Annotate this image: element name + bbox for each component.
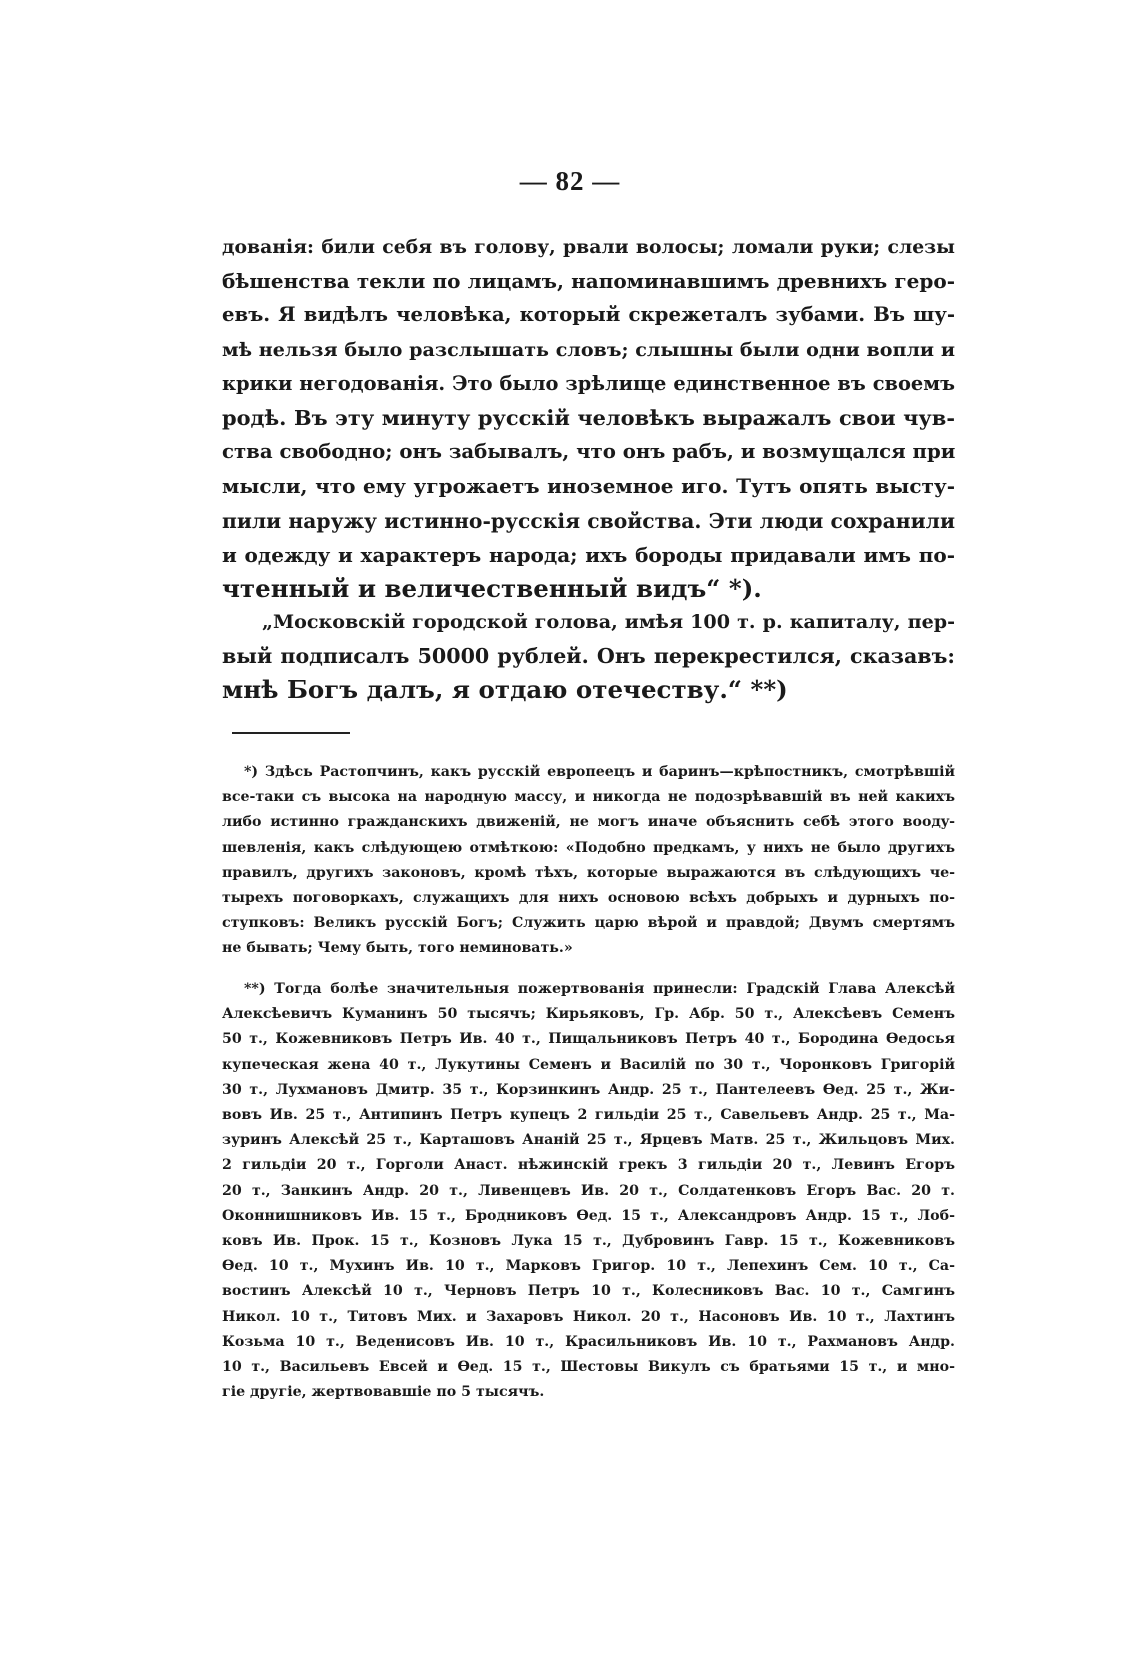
footnote-2: [222, 977, 955, 1405]
text-line: ства свободно; онъ забывалъ, что онъ рабъ, и возмущался при: [222, 440, 956, 464]
text-line: родѣ. Въ эту минуту русскій человѣкъ выражалъ свои чув-: [222, 405, 955, 431]
text-line: мысли, что ему угрожаетъ иноземное иго. Тутъ опять высту-: [222, 474, 955, 499]
footnote-line: тырехъ поговоркахъ, служащихъ для нихъ основою всѣхъ добрыхъ и дурныхъ по-: [222, 890, 955, 907]
text-line: чтенный и величественный видъ“ *).: [222, 574, 762, 604]
text-line: „Московскій городской голова, имѣя 100 т. р. капиталу, пер-: [262, 610, 955, 633]
footnote-line: 20 т., Занкинъ Андр. 20 т., Ливенцевъ Ив. 20 т., Солдатенковъ Егоръ Вас. 20 т.: [222, 1182, 955, 1199]
footnote-line: 10 т., Васильевъ Евсей и Ѳед. 15 т., Шестовы Викулъ съ братьями 15 т., и мно-: [222, 1359, 955, 1376]
footnote-divider: [232, 732, 350, 734]
footnote-line: ковъ Ив. Прок. 15 т., Козновъ Лука 15 т., Дубровинъ Гавр. 15 т., Кожевниковъ: [222, 1233, 955, 1250]
footnote-line: 30 т., Лухмановъ Дмитр. 35 т., Корзинкинъ Андр. 25 т., Пантелеевъ Ѳед. 25 т., Жи-: [222, 1081, 955, 1098]
footnote-line: Ѳед. 10 т., Мухинъ Ив. 10 т., Марковъ Григор. 10 т., Лепехинъ Сем. 10 т., Са-: [222, 1258, 955, 1275]
footnote-line: ступковъ: Великъ русскій Богъ; Служить царю вѣрой и правдой; Двумъ смертямъ: [222, 915, 955, 932]
footnote-line: шевленія, какъ слѣдующею отмѣткою: «Подобно предкамъ, у нихъ не было другихъ: [222, 839, 955, 856]
text-line: пили наружу истинно-русскія свойства. Эти люди сохранили: [222, 508, 955, 533]
text-line: евъ. Я видѣлъ человѣка, который скрежеталъ зубами. Въ шу-: [222, 303, 955, 327]
footnote-line: 50 т., Кожевниковъ Петръ Ив. 40 т., Пищальниковъ Петръ 40 т., Бородина Ѳедосья: [222, 1031, 955, 1048]
footnote-line: Алексѣевичъ Куманинъ 50 тысячъ; Кирьяковъ, Гр. Абр. 50 т., Алексѣевъ Семенъ: [222, 1006, 955, 1023]
text-line: мнѣ Богъ далъ, я отдаю отечеству.“ **): [222, 675, 788, 705]
footnote-line: Оконнишниковъ Ив. 15 т., Бродниковъ Ѳед. 15 т., Александровъ Андр. 15 т., Лоб-: [222, 1207, 955, 1224]
footnote-line: *) Здѣсь Растопчинъ, какъ русскій европеецъ и баринъ—крѣпостникъ, смотрѣвшій: [244, 764, 955, 780]
text-line: вый подписалъ 50000 рублей. Онъ перекрестился, сказавъ:: [222, 644, 955, 669]
footnote-line: либо истинно гражданскихъ движеній, не могъ иначе объяснить себѣ этого воодy-: [222, 814, 955, 831]
footnote-line: востинъ Алексѣй 10 т., Черновъ Петръ 10 т., Колесниковъ Вас. 10 т., Самгинъ: [222, 1283, 955, 1300]
footnote-line: вовъ Ив. 25 т., Антипинъ Петръ купецъ 2 гильдіи 25 т., Савельевъ Андр. 25 т., Ма-: [222, 1107, 955, 1124]
footnote-1: [222, 760, 955, 962]
footnote-line: Козьма 10 т., Веденисовъ Ив. 10 т., Красильниковъ Ив. 10 т., Рахмановъ Андр.: [222, 1333, 955, 1350]
page-number: — 82 —: [519, 166, 621, 196]
footnote-line: зуринъ Алексѣй 25 т., Карташовъ Ананій 25 т., Ярцевъ Матв. 25 т., Жильцовъ Мих.: [222, 1132, 955, 1149]
text-line: дованія: били себя въ голову, рвали волосы; ломали руки; слезы: [222, 236, 955, 258]
footnote-line: правилъ, другихъ законовъ, кромѣ тѣхъ, которые выражаются въ слѣдующихъ че-: [222, 864, 955, 881]
footnote-line: все-таки съ высока на народную массу, и никогда не подозрѣвавшій въ ней какихъ: [222, 789, 955, 806]
text-line: бѣшенства текли по лицамъ, напоминавшимъ древнихъ геро-: [222, 269, 955, 294]
main-paragraph-1: [222, 230, 955, 606]
footnote-line: гіе другіе, жертвовавшіе по 5 тысячъ.: [222, 1384, 545, 1401]
text-line: крики негодованія. Это было зрѣлище единственное въ своемъ: [222, 371, 955, 395]
footnote-line: не бывать; Чему быть, того неминовать.»: [222, 940, 573, 957]
footnote-line: Никол. 10 т., Титовъ Мих. и Захаровъ Никол. 20 т., Насоновъ Ив. 10 т., Лахтинъ: [222, 1308, 955, 1325]
footnote-line: 2 гильдіи 20 т., Горголи Анаст. нѣжинскій грекъ 3 гильдіи 20 т., Левинъ Егоръ: [222, 1157, 955, 1174]
footnote-line: купеческая жена 40 т., Лукутины Семенъ и Василій по 30 т., Чоронковъ Григорій: [222, 1056, 955, 1073]
footnote-line: **) Тогда болѣе значительныя пожертвованія принесли: Градскій Глава Алексѣй: [244, 981, 955, 997]
text-line: мѣ нельзя было разслышать словъ; слышны были одни вопли и: [222, 337, 955, 361]
text-line: и одежду и характеръ народа; ихъ бороды придавали имъ по-: [222, 542, 955, 567]
main-paragraph-2: [222, 605, 955, 708]
